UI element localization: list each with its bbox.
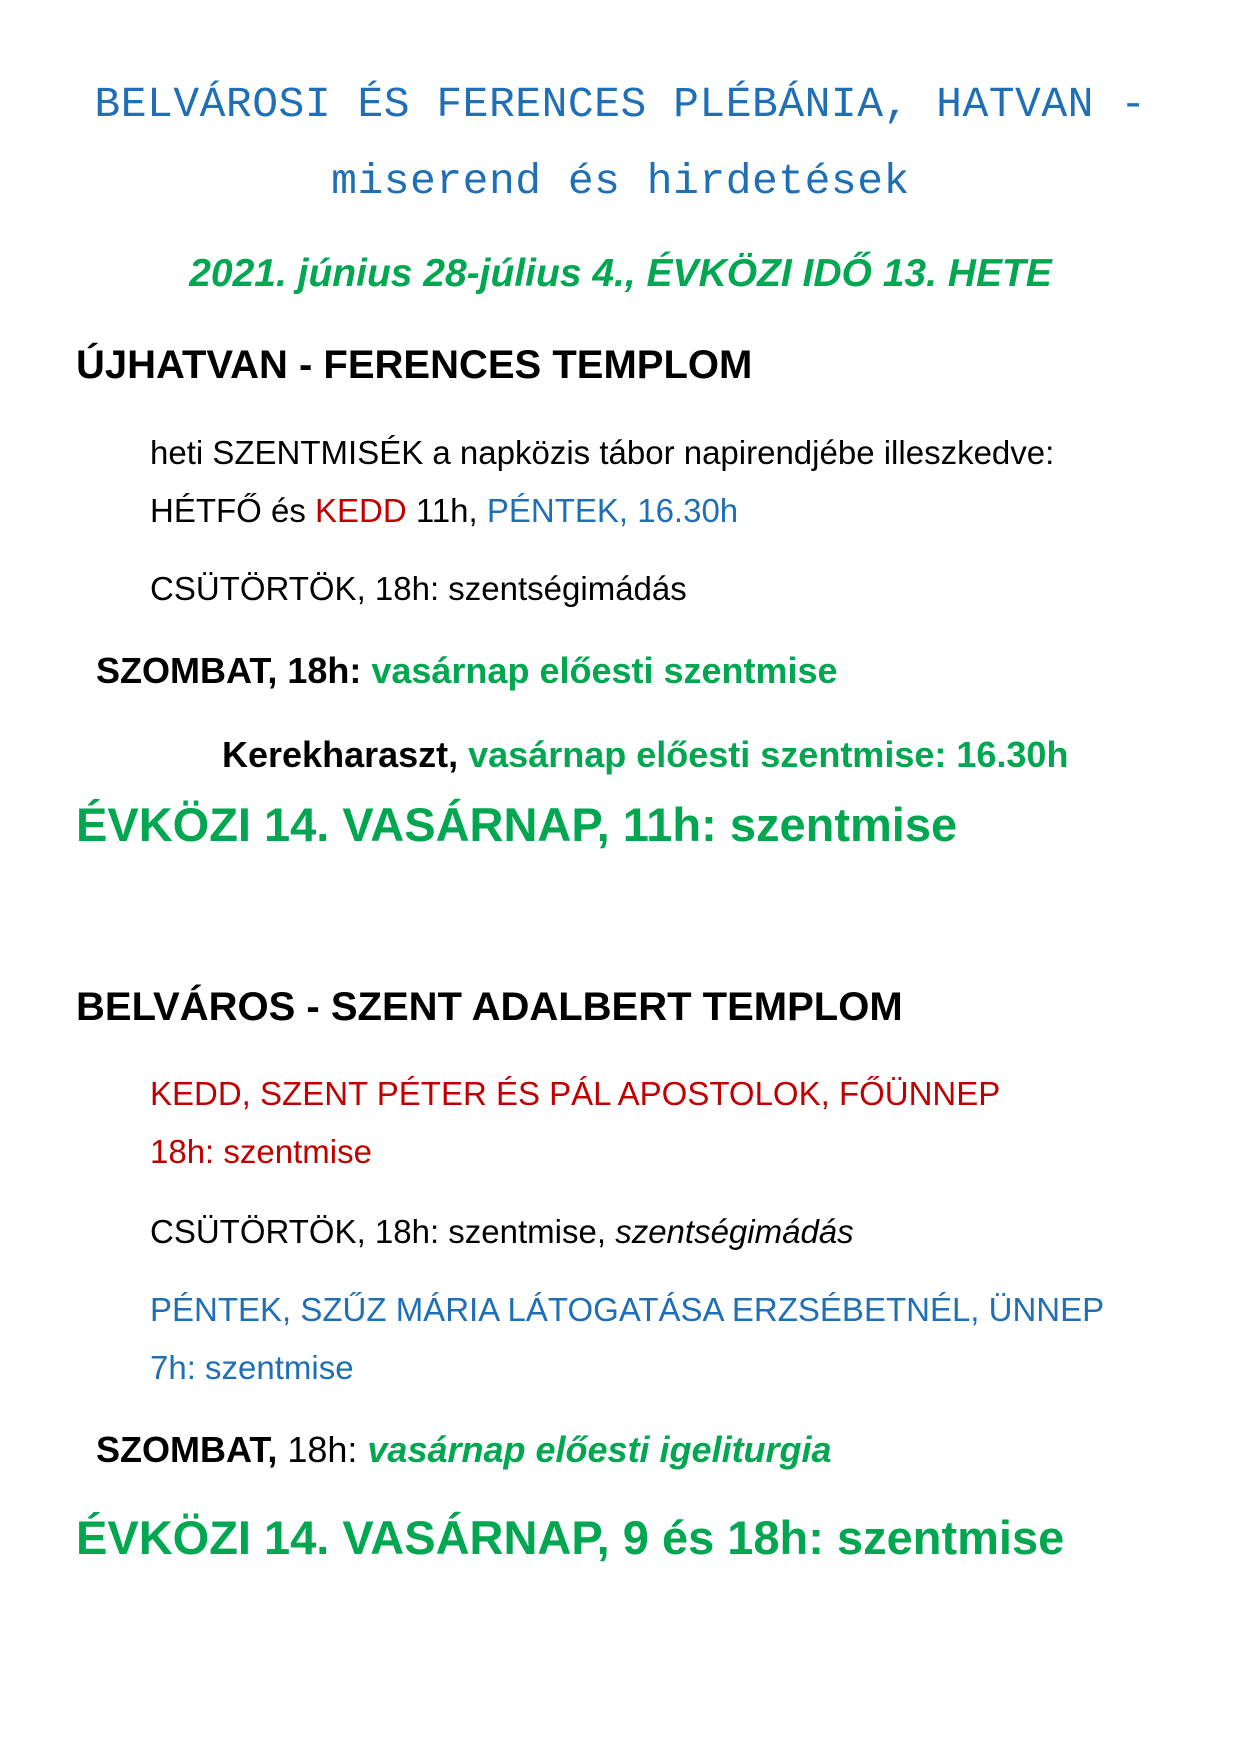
thursday-text: CSÜTÖRTÖK, 18h: szentmise, bbox=[150, 1213, 616, 1250]
sunday-mass-belvaros: ÉVKÖZI 14. VASÁRNAP, 9 és 18h: szentmise bbox=[76, 1511, 1065, 1564]
friday-feast: PÉNTEK, SZŰZ MÁRIA LÁTOGATÁSA ERZSÉBETNÉL, ÜNNEP bbox=[150, 1291, 1105, 1328]
saturday-line-ujhatvan bbox=[96, 650, 838, 692]
friday-feast-time: 7h: szentmise bbox=[150, 1349, 354, 1386]
kerekharaszt-line bbox=[222, 734, 1068, 776]
date-line: 2021. június 28-július 4., ÉVKÖZI IDŐ 13. HETE bbox=[189, 252, 1052, 295]
document-subtitle: miserend és hirdetések bbox=[331, 157, 910, 206]
friday-label: PÉNTEK, 16.30h bbox=[486, 492, 739, 529]
saturday-line-belvaros bbox=[96, 1429, 832, 1471]
saturday-label: SZOMBAT, bbox=[96, 1429, 278, 1470]
saturday-label: SZOMBAT, 18h: bbox=[96, 650, 372, 691]
tuesday-label: KEDD bbox=[315, 492, 407, 529]
tuesday-feast: KEDD, SZENT PÉTER ÉS PÁL APOSTOLOK, FŐÜNNEP bbox=[150, 1075, 1001, 1112]
section-heading-ujhatvan: ÚJHATVAN - FERENCES TEMPLOM bbox=[76, 343, 753, 387]
thursday-line-belvaros bbox=[150, 1213, 854, 1251]
saturday-text: vasárnap előesti szentmise bbox=[371, 650, 838, 691]
saturday-text: vasárnap előesti igeliturgia bbox=[367, 1429, 832, 1470]
tuesday-time: 11h, bbox=[406, 492, 487, 529]
weekly-masses-days bbox=[150, 492, 738, 530]
weekly-masses-intro: heti SZENTMISÉK a napközis tábor napirendjébe illeszkedve: bbox=[150, 434, 1055, 471]
sunday-mass-ujhatvan: ÉVKÖZI 14. VASÁRNAP, 11h: szentmise bbox=[76, 798, 958, 851]
saturday-time: 18h: bbox=[277, 1429, 368, 1470]
thursday-adoration: CSÜTÖRTÖK, 18h: szentségimádás bbox=[150, 570, 687, 607]
tuesday-feast-time: 18h: szentmise bbox=[150, 1133, 372, 1170]
thursday-adoration-italic: szentségimádás bbox=[615, 1213, 854, 1250]
monday-label: HÉTFŐ és bbox=[150, 492, 316, 529]
kerekharaszt-label: Kerekharaszt, bbox=[222, 734, 469, 775]
section-heading-belvaros: BELVÁROS - SZENT ADALBERT TEMPLOM bbox=[76, 985, 903, 1029]
document-title: BELVÁROSI ÉS FERENCES PLÉBÁNIA, HATVAN - bbox=[94, 80, 1147, 129]
kerekharaszt-text: vasárnap előesti szentmise: 16.30h bbox=[468, 734, 1069, 775]
